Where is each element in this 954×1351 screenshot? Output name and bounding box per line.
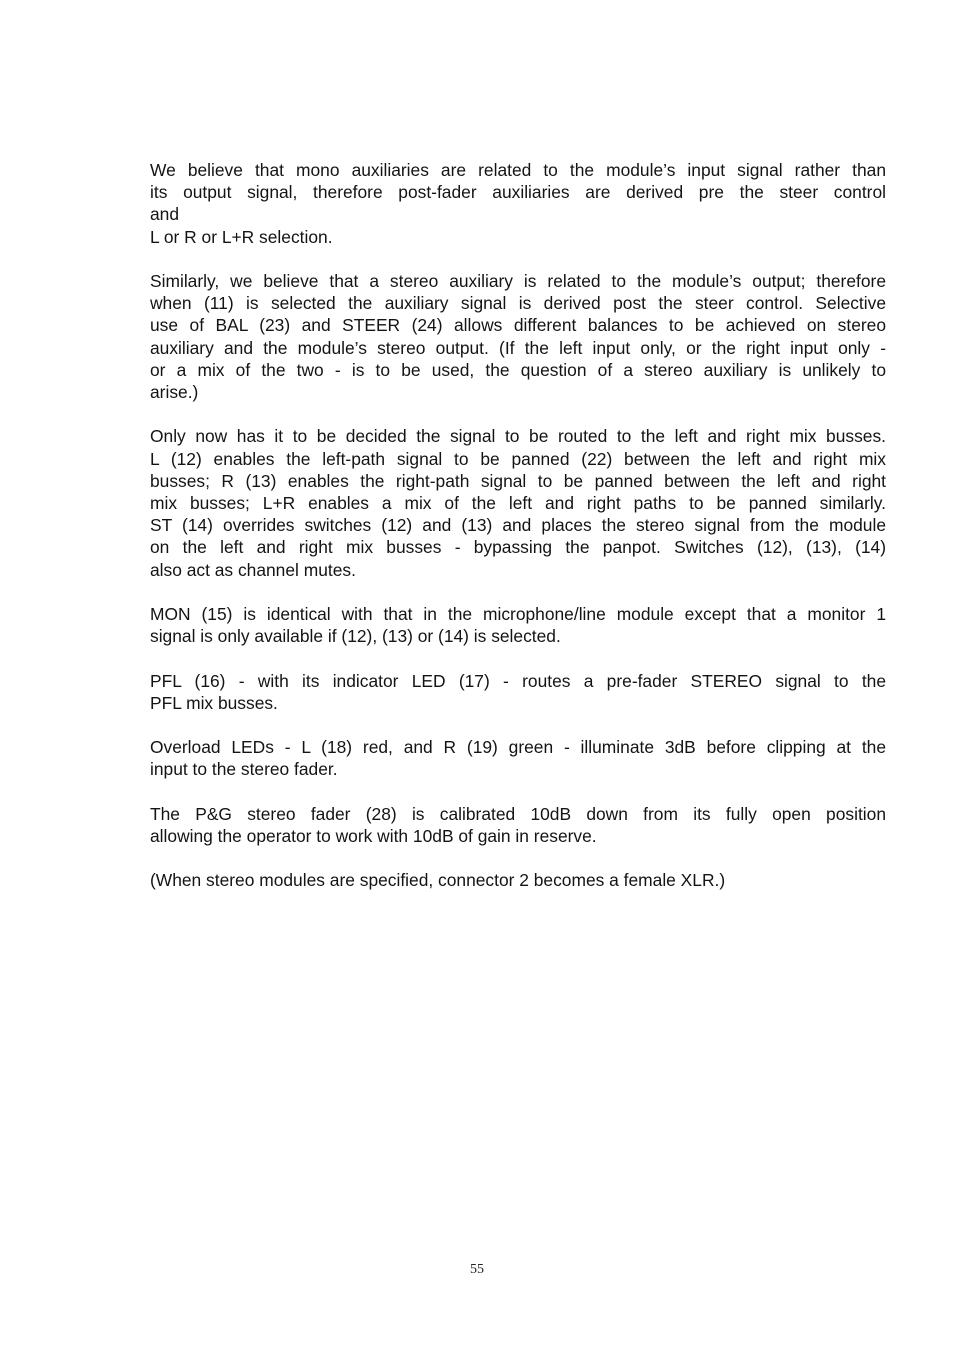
text-line: and	[150, 204, 180, 225]
text-line: L (12) enables the left-path signal to be panned (22) between the left and right mix	[150, 448, 886, 469]
text-line: also act as channel mutes.	[150, 559, 356, 580]
text-line: allowing the operator to work with 10dB of gain in reserve.	[150, 826, 597, 846]
text-line: signal is only available if (12), (13) or (14) is selected.	[150, 626, 561, 647]
text-line: PFL (16) - with its indicator LED (17) - routes a pre-fader STEREO signal to the	[150, 670, 886, 691]
text-line: Only now has it to be decided the signal to be routed to the left and right mix busses.	[150, 426, 886, 447]
text-line: L or R or L+R selection.	[150, 226, 333, 247]
page-number: 55	[470, 1262, 484, 1277]
paragraph-stereo-auxiliary	[150, 270, 886, 403]
text-line: when (11) is selected the auxiliary signal is derived post the steer control. Selective	[150, 293, 886, 314]
paragraph-pfl	[150, 670, 886, 714]
text-line: arise.)	[150, 382, 199, 403]
text-line: Similarly, we believe that a stereo auxiliary is related to the module’s output; therefore	[150, 271, 886, 291]
body-text	[150, 159, 886, 914]
paragraph-mon	[150, 603, 886, 647]
text-line: its output signal, therefore post-fader auxiliaries are derived pre the steer control	[150, 182, 886, 203]
text-line: MON (15) is identical with that in the microphone/line module except that a monitor 1	[150, 604, 886, 625]
text-line: on the left and right mix busses - bypassing the panpot. Switches (12), (13), (14)	[150, 537, 886, 558]
text-line: The P&G stereo fader (28) is calibrated 10dB down from its fully open position	[150, 803, 886, 824]
text-line: We believe that mono auxiliaries are related to the module’s input signal rather than	[150, 160, 886, 180]
text-line: mix busses; L+R enables a mix of the left and right paths to be panned similarly.	[150, 493, 886, 514]
text-line: use of BAL (23) and STEER (24) allows different balances to be achieved on stereo	[150, 315, 886, 336]
text-line: or a mix of the two - is to be used, the question of a stereo auxiliary is unlikely to	[150, 359, 886, 380]
text-line: (When stereo modules are specified, connector 2 becomes a female XLR.)	[150, 870, 726, 891]
text-line: PFL mix busses.	[150, 692, 278, 713]
paragraph-connector-note	[150, 869, 886, 891]
paragraph-mono-auxiliaries	[150, 159, 886, 248]
paragraph-mix-busses	[150, 425, 886, 580]
paragraph-stereo-fader	[150, 803, 886, 847]
text-line: ST (14) overrides switches (12) and (13) and places the stereo signal from the module	[150, 515, 886, 536]
text-line: auxiliary and the module’s stereo output. (If the left input only, or the right input only -	[150, 337, 886, 358]
paragraph-overload-leds	[150, 736, 886, 780]
text-line: busses; R (13) enables the right-path signal to be panned between the left and right	[150, 470, 886, 491]
text-line: input to the stereo fader.	[150, 759, 338, 780]
text-line: Overload LEDs - L (18) red, and R (19) green - illuminate 3dB before clipping at the	[150, 737, 886, 758]
